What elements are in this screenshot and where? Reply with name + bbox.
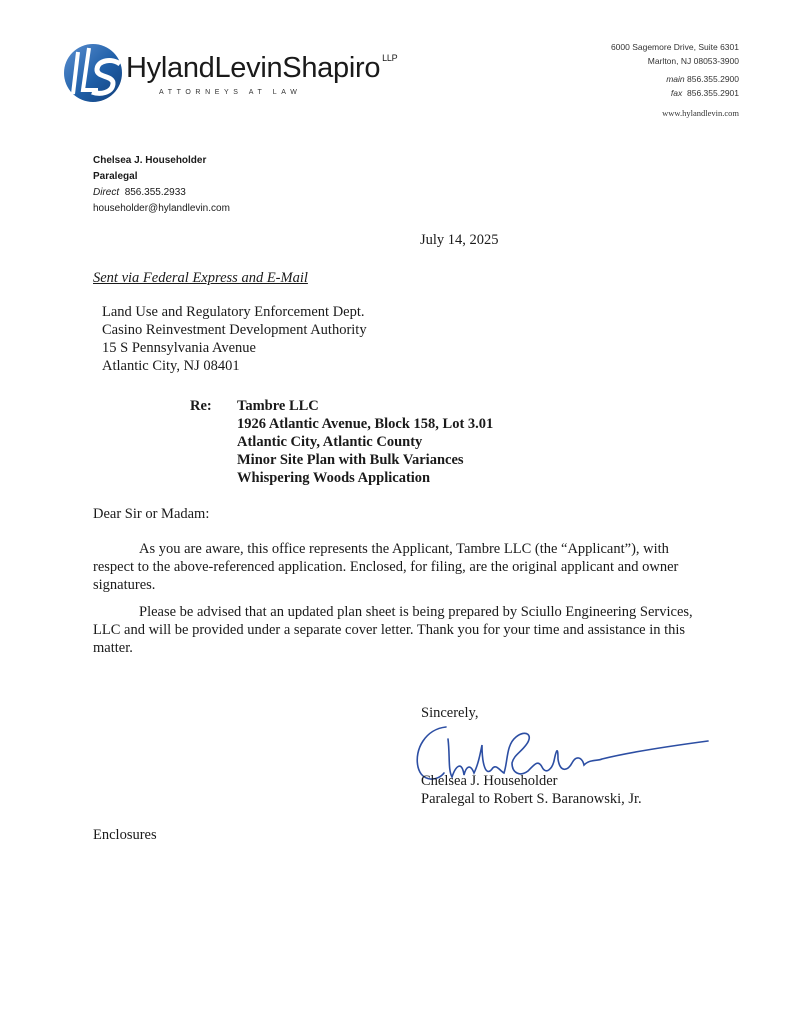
recipient-address xyxy=(102,303,367,375)
sender-email-link[interactable]: householder@hylandlevin.com xyxy=(93,203,230,214)
firm-tagline: ATTORNEYS AT LAW xyxy=(159,89,302,96)
firm-name-text: HylandLevinShapiro xyxy=(126,52,381,84)
re-line: Tambre LLC xyxy=(237,398,319,414)
closing: Sincerely, xyxy=(421,705,479,721)
firm-address-line2: Marlton, NJ 08053-3900 xyxy=(647,56,739,66)
direct-phone: 856.355.2933 xyxy=(124,187,186,198)
firm-address-line1: 6000 Sagemore Drive, Suite 6301 xyxy=(610,42,739,52)
firm-logo-icon xyxy=(62,42,124,104)
direct-label: Direct xyxy=(93,187,120,198)
re-label: Re: xyxy=(190,398,212,414)
signatory-title: Paralegal to Robert S. Baranowski, Jr. xyxy=(421,791,642,807)
signatory-name: Chelsea J. Householder xyxy=(421,773,558,789)
fax-label: fax xyxy=(670,88,683,98)
letter-date: July 14, 2025 xyxy=(420,232,499,248)
enclosures-note: Enclosures xyxy=(93,827,157,843)
firm-suffix: LLP xyxy=(382,53,398,63)
main-label: main xyxy=(666,74,685,84)
firm-address-block xyxy=(611,40,739,120)
sender-name: Chelsea J. Householder xyxy=(93,155,207,166)
re-line: Atlantic City, Atlantic County xyxy=(237,434,423,450)
signatory-block xyxy=(421,772,642,808)
sender-block xyxy=(93,153,230,217)
body-paragraph: Please be advised that an updated plan sheet is being prepared by Sciullo Engineering Services, LLC and will be provided under a separate cover letter. Thank you for your time and assistance in this matter. xyxy=(93,604,693,656)
body-paragraph: As you are aware, this office represents the Applicant, Tambre LLC (the “Applicant”), with respect to the above-referenced application. Enclosed, for filing, are the original applicant and owner signatures. xyxy=(93,541,679,593)
fax-number: 856.355.2901 xyxy=(687,88,739,98)
firm-website-link[interactable]: www.hylandlevin.com xyxy=(662,108,739,118)
sender-direct xyxy=(93,185,230,201)
re-subject-block xyxy=(237,397,493,487)
salutation: Dear Sir or Madam: xyxy=(93,506,210,522)
sender-title: Paralegal xyxy=(93,171,138,182)
firm-main-phone xyxy=(611,72,739,86)
recipient-line: 15 S Pennsylvania Avenue xyxy=(102,340,256,356)
re-line: 1926 Atlantic Avenue, Block 158, Lot 3.01 xyxy=(237,416,494,432)
recipient-line: Casino Reinvestment Development Authority xyxy=(102,322,367,338)
recipient-line: Land Use and Regulatory Enforcement Dept. xyxy=(102,304,365,320)
firm-name xyxy=(126,52,397,85)
recipient-line: Atlantic City, NJ 08401 xyxy=(102,358,240,374)
re-line: Minor Site Plan with Bulk Variances xyxy=(237,452,464,468)
re-line: Whispering Woods Application xyxy=(237,470,431,486)
firm-fax xyxy=(611,86,739,100)
main-phone-number: 856.355.2900 xyxy=(687,74,739,84)
delivery-method: Sent via Federal Express and E-Mail xyxy=(93,270,308,286)
